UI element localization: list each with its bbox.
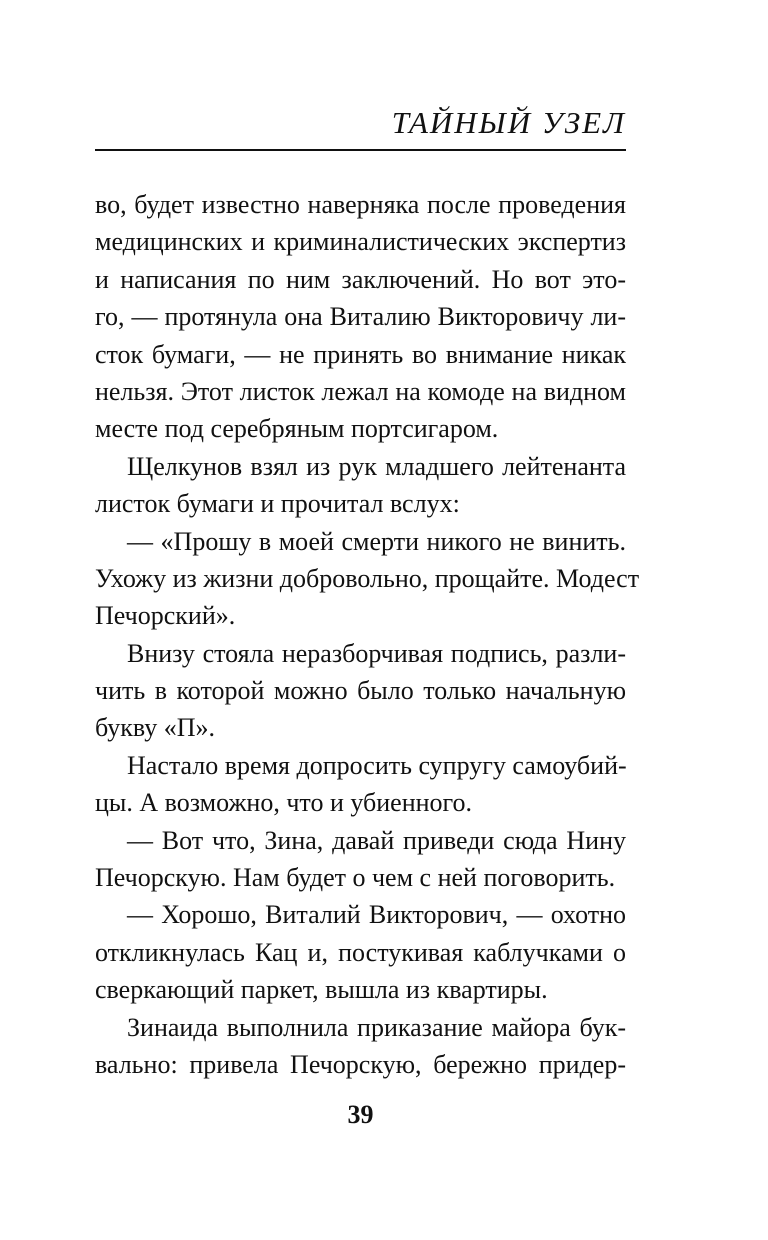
text-line: Настало время допросить супругу самоубий-: [127, 750, 627, 780]
text-line: Печорский».: [95, 601, 236, 631]
body-text: [95, 186, 640, 1083]
text-line: го, — протянула она Виталию Викторовичу ли-: [95, 302, 626, 332]
text-line: — «Прошу в моей смерти никого не винить.: [127, 526, 626, 556]
text-line: — Хорошо, Виталий Викторович, — охотно: [127, 900, 626, 930]
header-rule: [95, 149, 626, 151]
text-line: откликнулась Кац и, постукивая каблучками о: [95, 937, 626, 967]
text-line: Печорскую. Нам будет о чем с ней поговорить.: [95, 863, 616, 893]
text-line: букву «П».: [95, 713, 216, 743]
paragraph: [95, 186, 626, 448]
text-line: чить в которой можно было только начальную: [95, 676, 626, 706]
paragraph: [95, 523, 640, 635]
text-line: нельзя. Этот листок лежал на комоде на видном: [95, 376, 626, 406]
paragraph: [95, 747, 626, 822]
page-number: 39: [347, 1100, 374, 1129]
running-head-title: ТАЙНЫЙ УЗЕЛ: [391, 105, 626, 140]
text-line: листок бумаги и прочитал вслух:: [95, 489, 460, 519]
text-line: Ухожу из жизни добровольно, прощайте. Модест: [95, 563, 640, 593]
text-line: Щелкунов взял из рук младшего лейтенанта: [127, 451, 626, 481]
text-line: и написания по ним заключений. Но вот это-: [95, 264, 626, 294]
text-line: цы. А возможно, что и убиенного.: [95, 788, 473, 818]
text-line: Зинаида выполнила приказание майора бук-: [127, 1012, 626, 1042]
paragraph: [95, 448, 626, 523]
text-line: во, будет известно наверняка после проведения: [95, 190, 626, 219]
text-line: сток бумаги, — не принять во внимание никак: [95, 339, 626, 369]
text-line: Внизу стояла неразборчивая подпись, разли-: [127, 638, 626, 668]
text-line: месте под серебряным портсигаром.: [95, 414, 499, 444]
paragraph: [95, 1009, 626, 1084]
text-line: медицинских и криминалистических экспертиз: [95, 227, 626, 257]
paragraph: [95, 635, 626, 747]
text-line: вально: привела Печорскую, бережно придер-: [95, 1049, 626, 1079]
text-line: сверкающий паркет, вышла из квартиры.: [95, 975, 548, 1005]
text-line: — Вот что, Зина, давай приведи сюда Нину: [127, 825, 626, 855]
paragraph: [95, 822, 626, 897]
paragraph: [95, 896, 626, 1008]
